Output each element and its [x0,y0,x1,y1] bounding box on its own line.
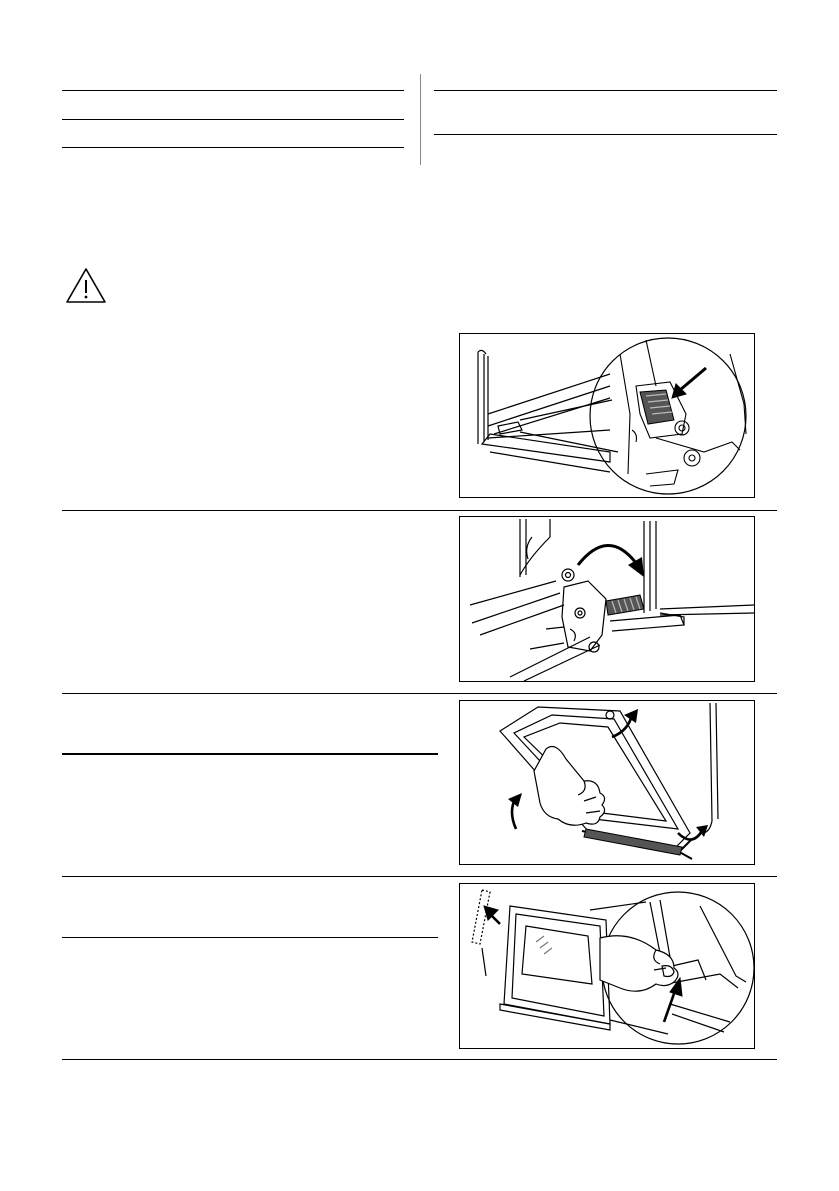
step-2-divider [62,693,777,694]
header-left-rule-1 [62,90,404,91]
hinge-lever-open-figure [459,333,755,498]
header-right-rule-1 [434,90,777,91]
header-left-rule-2 [62,119,404,120]
step-3-divider [62,876,777,877]
step-3-note-rule [62,753,438,755]
step-4-divider [62,1059,777,1060]
header-column-divider [420,74,421,165]
header-left-rule-3 [62,147,404,148]
step-1-divider [62,510,777,511]
warning-triangle-icon [64,266,108,306]
door-glass-panel-figure [459,883,755,1049]
header-right-rule-2 [434,134,777,135]
door-lift-remove-figure [459,700,755,865]
hinge-lever-rotate-figure [459,516,755,682]
step-4-note-rule [62,937,438,938]
